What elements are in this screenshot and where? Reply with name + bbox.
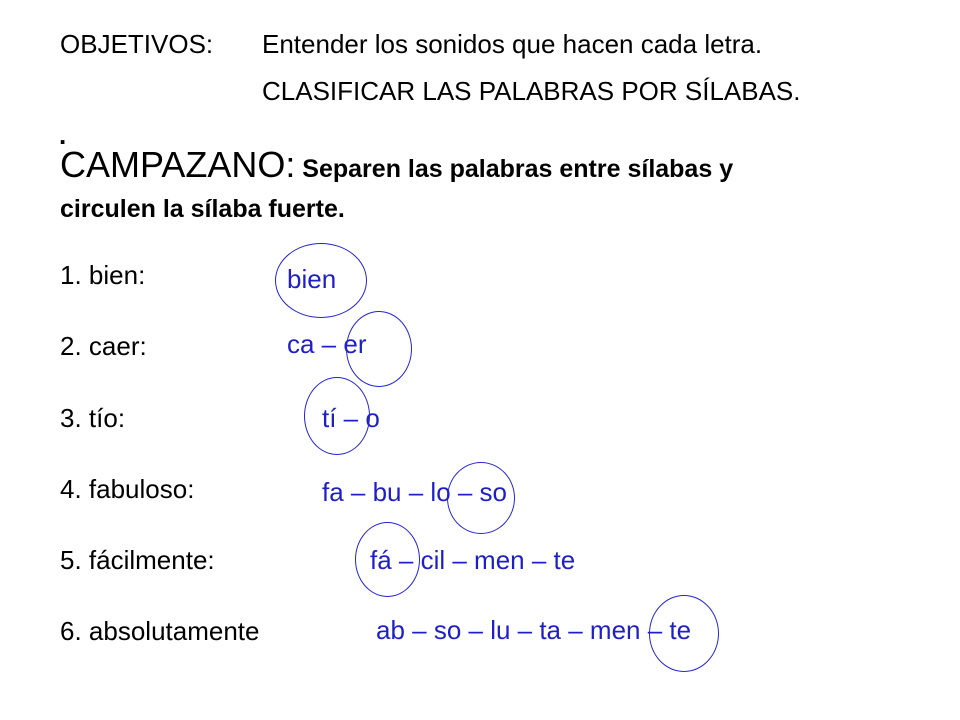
- answer-1: bien: [287, 264, 337, 294]
- question-prompt-4: 4. fabuloso:: [60, 474, 195, 504]
- stress-circle-3: [304, 377, 370, 455]
- question-prompt-2: 2. caer:: [60, 331, 147, 361]
- stress-circle-2: [346, 311, 412, 387]
- stress-circle-4: [447, 462, 515, 534]
- question-prompt-3: 3. tío:: [60, 403, 126, 433]
- answer-2: ca – er: [287, 329, 367, 359]
- activity-title: CAMPAZANO:: [60, 144, 296, 185]
- activity-instruction-part-2: circulen la sílaba fuerte.: [60, 195, 345, 223]
- stress-circle-6: [649, 595, 719, 672]
- question-prompt-6: 6. absolutamente: [60, 616, 260, 646]
- objective-line-1: Entender los sonidos que hacen cada letra.: [262, 29, 763, 59]
- answer-6: ab – so – lu – ta – men – te: [376, 615, 692, 645]
- activity-heading: [60, 144, 734, 185]
- answer-5: fá – cil – men – te: [370, 545, 576, 575]
- objectives-label: OBJETIVOS:: [60, 29, 214, 59]
- stress-circle-1: [275, 243, 367, 318]
- answer-4: fa – bu – lo – so: [322, 477, 508, 507]
- question-prompt-5: 5. fácilmente:: [60, 545, 215, 575]
- activity-instruction-part-1: Separen las palabras entre sílabas y: [295, 155, 734, 183]
- objective-line-2: CLASIFICAR LAS PALABRAS POR SÍLABAS.: [262, 76, 801, 106]
- question-prompt-1: 1. bien:: [60, 260, 146, 290]
- bullet-dot: .: [59, 120, 67, 150]
- answer-3: tí – o: [322, 403, 380, 433]
- stress-circle-5: [355, 522, 420, 597]
